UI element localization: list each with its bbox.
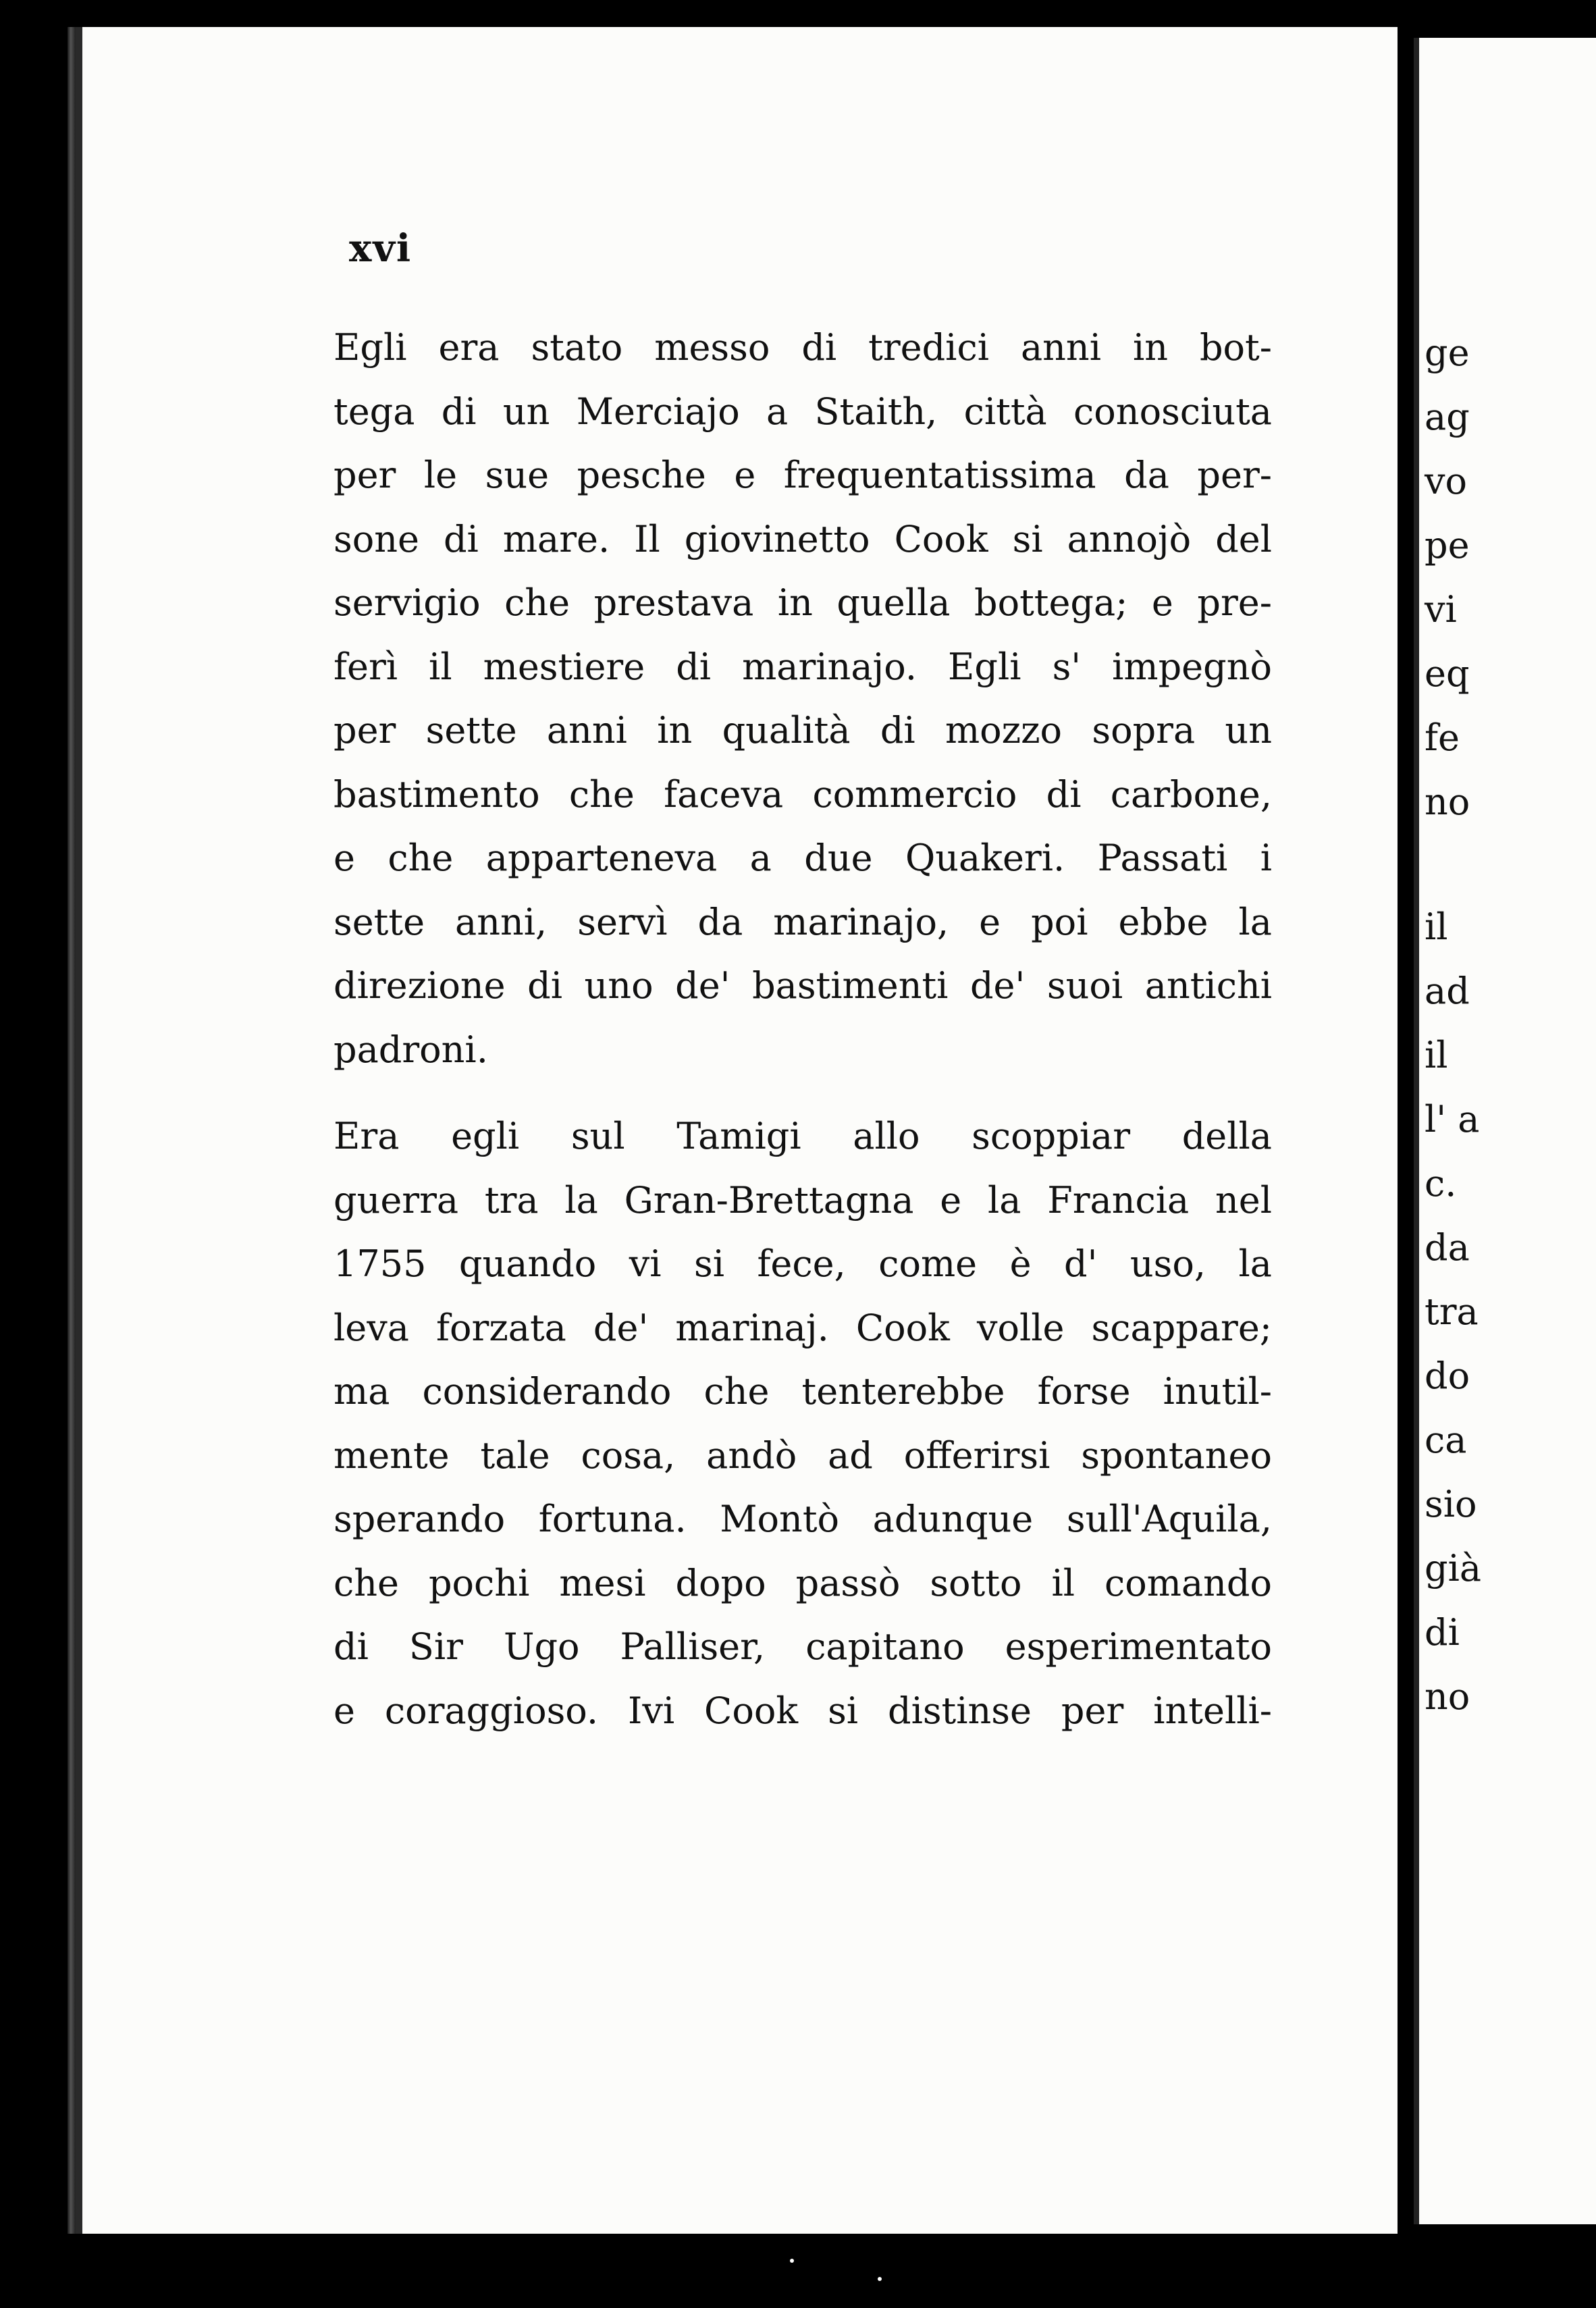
fragment-line: il [1425, 1034, 1448, 1076]
text-line: servigio che prestava in quella bottega; e pre- [334, 581, 1272, 624]
fragment-line: no [1425, 781, 1470, 823]
text-line: bastimento che faceva commercio di carbone, [334, 772, 1272, 816]
fragment-line: l' a [1425, 1098, 1480, 1140]
fragment-line: c. [1425, 1162, 1457, 1205]
fragment-line: ge [1425, 332, 1470, 374]
left-page [76, 27, 1398, 2234]
paragraph-2 [334, 1105, 1272, 1743]
text-line: direzione di uno de' bastimenti de' suoi antichi [334, 964, 1272, 1007]
text-line: leva forzata de' marinaj. Cook volle scappare; [334, 1306, 1272, 1349]
fragment-line: ag [1425, 396, 1470, 438]
text-line: di Sir Ugo Palliser, capitano esperimentato [334, 1625, 1272, 1668]
right-page-edge [1414, 38, 1596, 2224]
fragment-line: vi [1425, 588, 1457, 631]
text-line: guerra tra la Gran-Brettagna e la Francia nel [334, 1178, 1272, 1222]
text-line: mente tale cosa, andò ad offerirsi spontaneo [334, 1434, 1272, 1477]
text-line: padroni. [334, 1028, 488, 1071]
text-line: sperando fortuna. Montò adunque sull'Aquila, [334, 1498, 1272, 1540]
text-line: che pochi mesi dopo passò sotto il comando [334, 1561, 1272, 1604]
fragment-line: no [1425, 1675, 1470, 1718]
fragment-line: tra [1425, 1290, 1479, 1333]
fragment-line: il [1425, 906, 1448, 948]
text-line: tega di un Merciajo a Staith, città conosciuta [334, 390, 1272, 433]
text-line: sette anni, servì da marinajo, e poi ebbe la [334, 900, 1272, 943]
fragment-line: di [1425, 1611, 1460, 1654]
text-line: 1755 quando vi si fece, come è d' uso, la [334, 1242, 1272, 1285]
fragment-line: ad [1425, 970, 1470, 1012]
scan-speck [790, 2259, 794, 2263]
text-line: per sette anni in qualità di mozzo sopra un [334, 709, 1272, 752]
text-line: sone di mare. Il giovinetto Cook si annojò del [334, 517, 1272, 560]
text-line: ferì il mestiere di marinajo. Egli s' impegnò [334, 645, 1272, 688]
text-line: per le sue pesche e frequentatissima da per- [334, 454, 1272, 496]
fragment-line: do [1425, 1355, 1470, 1397]
fragment-line: pe [1425, 524, 1470, 567]
scan-speck [878, 2277, 882, 2281]
paragraph-1 [334, 316, 1272, 1082]
fragment-line: già [1425, 1547, 1482, 1590]
fragment-line: vo [1425, 460, 1468, 502]
text-line: ma considerando che tenterebbe forse inutil- [334, 1370, 1272, 1413]
fragment-line: fe [1425, 716, 1460, 759]
text-line: e coraggioso. Ivi Cook si distinse per intelli- [334, 1689, 1272, 1732]
fragment-line: ca [1425, 1419, 1467, 1461]
text-line: Egli era stato messo di tredici anni in bot- [334, 326, 1272, 369]
fragment-line: eq [1425, 652, 1470, 695]
fragment-line: sio [1425, 1483, 1477, 1525]
text-line: Era egli sul Tamigi allo scoppiar della [334, 1115, 1272, 1157]
text-line: e che apparteneva a due Quakeri. Passati i [334, 837, 1272, 879]
page-number: xvi [349, 226, 413, 271]
fragment-line: da [1425, 1226, 1470, 1269]
